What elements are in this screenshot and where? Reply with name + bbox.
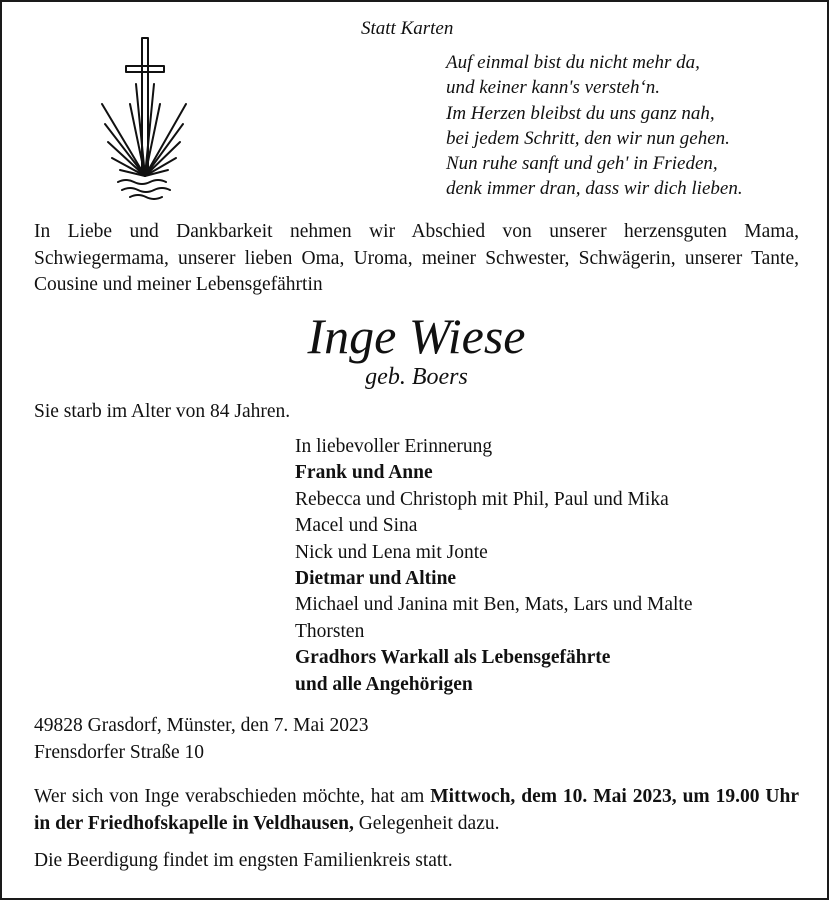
family-member: Macel und Sina — [295, 515, 418, 537]
maiden-name: geb. Boers — [365, 364, 468, 390]
family-member: Thorsten — [295, 620, 365, 642]
cross-sunrise-water-icon — [100, 34, 188, 200]
place-date — [34, 713, 368, 766]
poem-line: und keiner kann's versteh‘n. — [446, 77, 661, 99]
farewell-text-end: Gelegenheit dazu. — [353, 812, 500, 834]
header-text: Statt Karten — [361, 18, 454, 39]
age-text: Sie starb im Alter von 84 Jahren. — [34, 401, 291, 422]
relatives-closing: und alle Angehörigen — [295, 673, 473, 695]
farewell-paragraph — [34, 784, 799, 837]
poem-line: Nun ruhe sanft und geh' in Frieden, — [446, 153, 718, 175]
poem-line: Auf einmal bist du nicht mehr da, — [446, 52, 700, 73]
deceased-name: Inge Wiese — [307, 308, 526, 364]
poem — [446, 50, 743, 202]
partner-name: Gradhors Warkall als Lebensgefährte — [295, 647, 611, 669]
family-head: Dietmar und Altine — [295, 568, 457, 590]
address-line: Frensdorfer Straße 10 — [34, 741, 205, 763]
mourners-heading: In liebevoller Erinnerung — [295, 436, 493, 457]
intro-paragraph: In Liebe und Dankbarkeit nehmen wir Abschied von unserer herzensguten Mama, Schwiegermama, unserer lieben Oma, Uroma, meiner Schwester, Schwägerin, unserer Tante, Cousine und meiner Lebensgefährtin — [34, 221, 799, 295]
farewell-date-location: Mittwoch, dem 10. Mai 2023, um 19.00 Uhr in der Friedhofskapelle in Veldhausen, — [34, 786, 799, 834]
poem-line: Im Herzen bleibst du uns ganz nah, — [446, 102, 715, 124]
mourners-list — [295, 434, 693, 698]
poem-line: bei jedem Schritt, den wir nun gehen. — [446, 127, 730, 149]
family-member: Rebecca und Christoph mit Phil, Paul und Mika — [295, 488, 669, 510]
family-head: Frank und Anne — [295, 462, 433, 484]
farewell-text: Wer sich von Inge verabschieden möchte, hat am — [34, 786, 431, 807]
place-date-line: 49828 Grasdorf, Münster, den 7. Mai 2023 — [34, 715, 369, 736]
funeral-note: Die Beerdigung findet im engsten Familienkreis statt. — [34, 850, 453, 871]
family-member: Nick und Lena mit Jonte — [295, 541, 488, 563]
poem-line: denk immer dran, dass wir dich lieben. — [446, 178, 743, 200]
family-member: Michael und Janina mit Ben, Mats, Lars und Malte — [295, 594, 693, 616]
